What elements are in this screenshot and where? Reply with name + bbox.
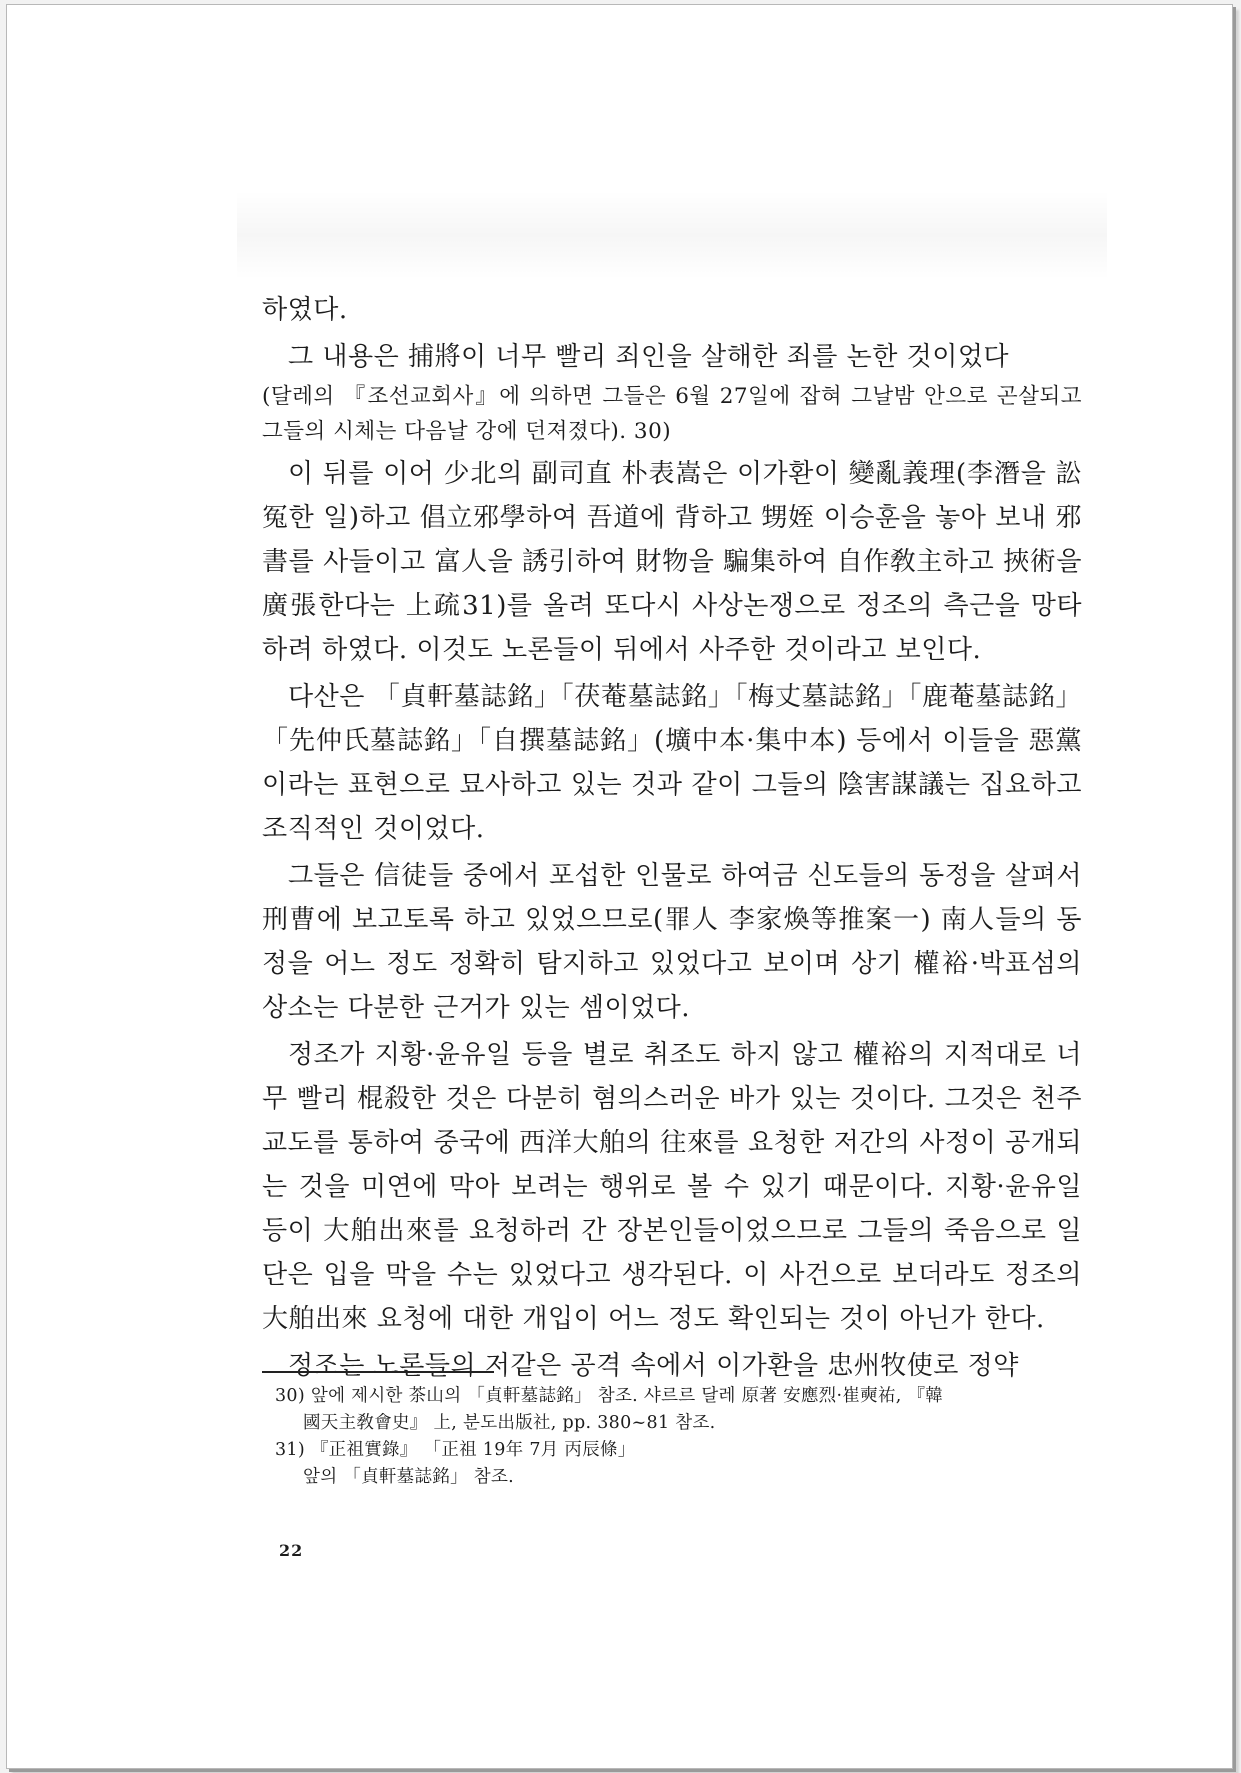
paragraph-4: 그들은 信徒들 중에서 포섭한 인물로 하여금 신도들의 동정을 살펴서 刑曹에 보고토록 하고 있었으므로(罪人 李家煥等推案一) 南人들의 동정을 어느 정도 정확히 탐지하고 있었다고 보이며 상기 權裕·박표섬의 상소는 다분한 근거가 있는 셈이었다. — [262, 861, 1082, 1023]
paragraph-1-note: (달레의 『조선교회사』에 의하면 그들은 6월 27일에 잡혀 그날밤 안으로 곤살되고 그들의 시체는 다음날 강에 던져졌다). 30) — [262, 384, 1082, 444]
document-page — [6, 4, 1233, 1769]
footnote-divider — [262, 1371, 494, 1373]
body-text — [262, 288, 1082, 1388]
paragraph-3: 다산은 「貞軒墓誌銘」「茯菴墓誌銘」「梅丈墓誌銘」「鹿菴墓誌銘」「先仲氏墓誌銘」「自撰墓誌銘」(壙中本·集中本) 등에서 이들을 惡黨이라는 표현으로 묘사하고 있는 것과 같이 그들의 陰害謀議는 집요하고 조직적인 것이었다. — [262, 682, 1082, 844]
footnote-31-continued: 앞의 「貞軒墓誌銘」 참조. — [303, 1467, 515, 1487]
paragraph-1: 그 내용은 捕將이 너무 빨리 죄인을 살해한 죄를 논한 것이었다 — [288, 342, 1010, 372]
paragraph-6: 정조는 노론들의 저같은 공격 속에서 이가환을 忠州牧使로 정약 — [288, 1351, 1019, 1381]
page-number: 22 — [279, 1541, 304, 1560]
footnote-30-continued: 國天主敎會史』 上, 분도出版社, pp. 380~81 참조. — [303, 1413, 716, 1433]
footnote-31: 31) 『正祖實錄』 「正祖 19年 7月 丙辰條」 — [275, 1440, 636, 1460]
paragraph-5: 정조가 지황·윤유일 등을 별로 취조도 하지 않고 權裕의 지적대로 너무 빨리 棍殺한 것은 다분히 혐의스러운 바가 있는 것이다. 그것은 천주교도를 통하여 중국에 西洋大舶의 往來를 요청한 저간의 사정이 공개되는 것을 미연에 막아 보려는 행위로 볼 수 있기 때문이다. 지황·윤유일 등이 大舶出來를 요청하러 간 장본인들이었으므로 그들의 죽음으로 일단은 입을 막을 수는 있었다고 생각된다. 이 사건으로 보더라도 정조의 大舶出來 요청에 대한 개입이 어느 정도 확인되는 것이 아닌가 한다. — [262, 1040, 1082, 1334]
footnotes — [275, 1383, 1085, 1491]
footnote-30: 30) 앞에 제시한 茶山의 「貞軒墓誌銘」 참조. 샤르르 달레 原著 安應烈·崔奭祐, 『韓 — [275, 1386, 944, 1406]
scan-shadow — [237, 190, 1107, 280]
paragraph-2: 이 뒤를 이어 少北의 副司直 朴表嵩은 이가환이 變亂義理(李潛을 訟冤한 일)하고 倡立邪學하여 吾道에 背하고 甥姪 이승훈을 놓아 보내 邪書를 사들이고 富人을 誘引하여 財物을 騙集하여 自作敎主하고 挾術을 廣張한다는 上疏31)를 올려 또다시 사상논쟁으로 정조의 측근을 망타하려 하였다. 이것도 노론들이 뒤에서 사주한 것이라고 보인다. — [262, 459, 1082, 665]
paragraph-0: 하였다. — [262, 295, 348, 325]
